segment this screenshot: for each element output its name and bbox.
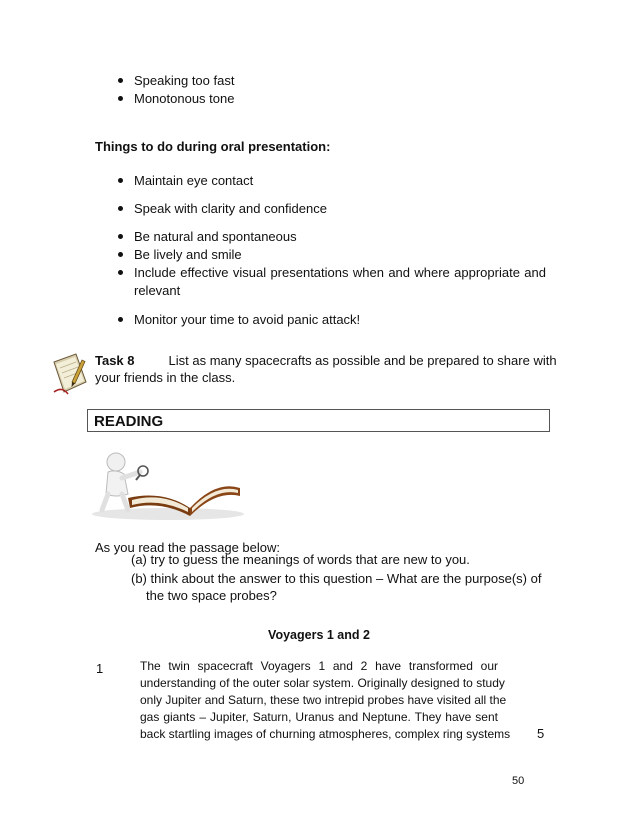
task-instruction-line (95, 353, 557, 368)
writing-pencil-icon (52, 352, 88, 396)
task-label: Task 8 (95, 353, 135, 368)
list-item: Be lively and smile (112, 246, 546, 264)
reading-section-header (87, 409, 550, 432)
passage-line: only Jupiter and Saturn, these two intrepid probes have visited all the (140, 693, 507, 707)
reading-title: READING (94, 413, 164, 430)
instruction-item-a: (a) try to guess the meanings of words that are new to you. (131, 552, 470, 567)
reading-instructions-intro: As you read the passage below: (95, 540, 281, 555)
list-item: Maintain eye contact (112, 172, 546, 190)
list-item: Monitor your time to avoid panic attack! (112, 311, 546, 329)
section-heading: Things to do during oral presentation: (95, 139, 331, 154)
passage-line: gas giants – Jupiter, Saturn, Uranus and Neptune. They have sent (140, 710, 498, 724)
top-bullet-list (112, 72, 542, 108)
passage-body (140, 658, 511, 743)
task-instruction-line: your friends in the class. (95, 370, 236, 385)
list-item: Speak with clarity and confidence (112, 200, 546, 218)
page-number: 50 (512, 775, 525, 787)
passage-line: understanding of the outer solar system. Originally designed to study (140, 676, 505, 690)
list-item: Include effective visual presentations when and where appropriate and relevant (112, 264, 546, 300)
instruction-item-b-continued: the two space probes? (146, 588, 277, 603)
tips-bullet-list-b (112, 228, 546, 300)
passage-line: The twin spacecraft Voyagers 1 and 2 have transformed our (140, 659, 498, 673)
list-item: Speaking too fast (112, 72, 542, 90)
reading-figure-with-book-icon (88, 450, 248, 522)
tips-bullet-list-c (112, 311, 546, 329)
tips-bullet-list-a (112, 172, 546, 218)
list-item: Monotonous tone (112, 90, 542, 108)
line-number: 1 (96, 661, 104, 676)
passage-line: back startling images of churning atmospheres, complex ring systems (140, 727, 511, 741)
line-number: 5 (537, 726, 545, 741)
instruction-item-b: (b) think about the answer to this question – What are the purpose(s) of (131, 571, 542, 586)
passage-title: Voyagers 1 and 2 (268, 628, 370, 642)
list-item: Be natural and spontaneous (112, 228, 546, 246)
task-text: List as many spacecrafts as possible and be prepared to share with (168, 353, 557, 368)
